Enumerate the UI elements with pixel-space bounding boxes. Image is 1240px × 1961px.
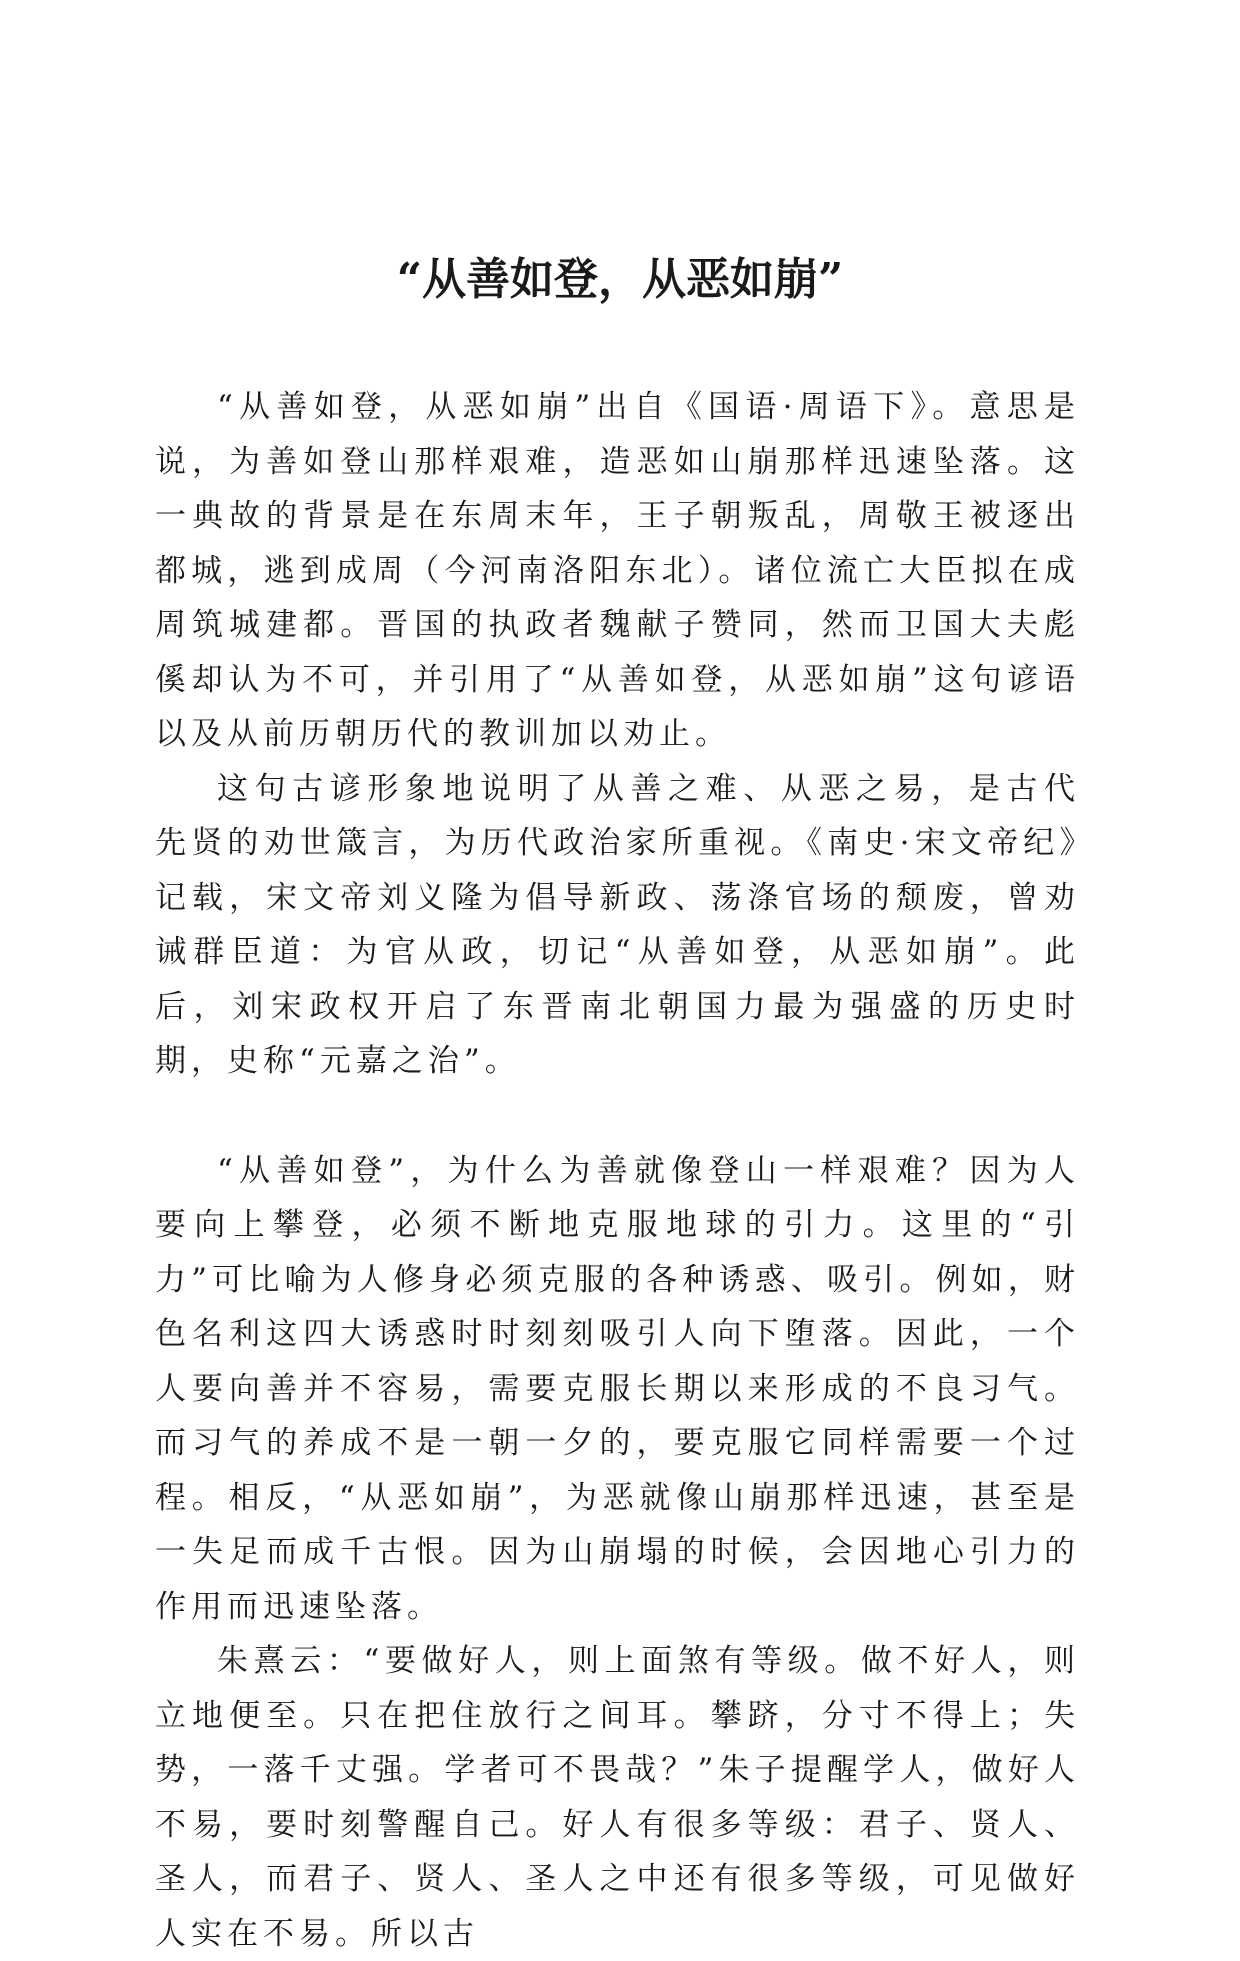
- paragraph-zhu-xi-quote: 朱熹云：“要做好人，则上面煞有等级。做不好人，则立地便至。只在把住放行之间耳。攀跻，分寸不得上；失势，一落千丈强。学者可不畏哉？”朱子提醒学人，做好人不易，要时刻警醒自己。好人有很多等级：君子、贤人、圣人，而君子、贤人、圣人之中还有很多等级，可见做好人实在不易。所以古: [155, 1643, 1080, 1952]
- document-title: “从善如登，从恶如崩”: [396, 254, 844, 305]
- document-body: [155, 380, 1080, 1961]
- paragraph-origin: “从善如登，从恶如崩”出自《国语·周语下》。意思是说，为善如登山那样艰难，造恶如山崩那样迅速坠落。这一典故的背景是在东周末年，王子朝叛乱，周敬王被逐出都城，逃到成周（今河南洛阳东北）。诸位流亡大臣拟在成周筑城建都。晋国的执政者魏献子赞同，然而卫国大夫彪傒却认为不可，并引用了“从善如登，从恶如崩”这句谚语以及从前历朝历代的教训加以劝止。: [155, 389, 1080, 752]
- section-gap: [155, 1089, 1080, 1144]
- paragraph-historical-significance: 这句古谚形象地说明了从善之难、从恶之易，是古代先贤的劝世箴言，为历代政治家所重视。《南史·宋文帝纪》记载，宋文帝刘义隆为倡导新政、荡涤官场的颓废，曾劝诫群臣道：为官从政，切记“从善如登，从恶如崩”。此后，刘宋政权开启了东晋南北朝国力最为强盛的历史时期，史称“元嘉之治”。: [155, 770, 1080, 1079]
- paragraph-explanation: “从善如登”，为什么为善就像登山一样艰难？因为人要向上攀登，必须不断地克服地球的引力。这里的“引力”可比喻为人修身必须克服的各种诱惑、吸引。例如，财色名利这四大诱惑时时刻刻吸引人向下堕落。因此，一个人要向善并不容易，需要克服长期以来形成的不良习气。而习气的养成不是一朝一夕的，要克服它同样需要一个过程。相反，“从恶如崩”，为恶就像山崩那样迅速，甚至是一失足而成千古恨。因为山崩塌的时候，会因地心引力的作用而迅速坠落。: [155, 1152, 1080, 1625]
